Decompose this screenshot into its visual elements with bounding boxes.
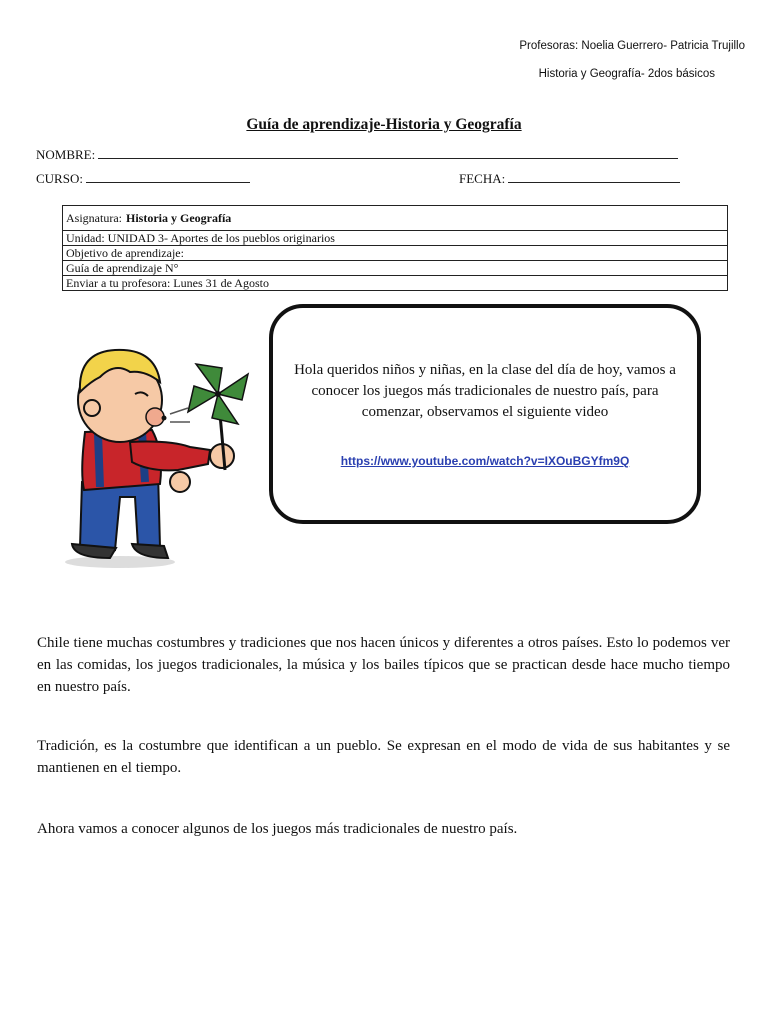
unit-cell: Unidad: UNIDAD 3- Aportes de los pueblos originarios (63, 231, 728, 246)
video-link[interactable]: https://www.youtube.com/watch?v=IXOuBGYfm9Q (340, 454, 630, 468)
subject-grade-header: Historia y Geografía- 2dos básicos (538, 68, 715, 80)
name-field[interactable] (36, 147, 678, 163)
paragraph-traditions: Chile tiene muchas costumbres y tradiciones que nos hacen únicos y diferentes a otros países. Esto lo podemos ver en las comidas, los juegos tradicionales, la música y los bailes típicos que se practican desde hace mucho tiempo en nuestro país. (37, 635, 730, 695)
boy-with-pinwheel-illustration (60, 322, 260, 572)
course-blank-line[interactable] (86, 171, 250, 183)
name-label: NOMBRE: (36, 147, 96, 162)
guide-number-cell: Guía de aprendizaje N° (63, 261, 728, 276)
table-row (63, 261, 728, 276)
table-row (63, 231, 728, 246)
date-label: FECHA: (459, 171, 506, 186)
date-blank-line[interactable] (508, 171, 680, 183)
date-field[interactable] (459, 171, 680, 187)
paragraph-tradition-definition: Tradición, es la costumbre que identifican a un pueblo. Se expresan en el modo de vida de sus habitantes y se mantienen en el tiempo. (37, 738, 730, 776)
send-date-cell: Enviar a tu profesora: Lunes 31 de Agosto (63, 276, 728, 291)
objective-cell: Objetivo de aprendizaje: (63, 246, 728, 261)
speech-bubble (269, 304, 701, 524)
table-row (63, 246, 728, 261)
table-row (63, 206, 728, 231)
bubble-message: Hola queridos niños y niñas, en la clase del día de hoy, vamos a conocer los juegos más tradicionales de nuestro país, para comenzar, observamos el siguiente video (294, 362, 676, 420)
teachers-header: Profesoras: Noelia Guerrero- Patricia Trujillo (519, 40, 745, 52)
course-field[interactable] (36, 171, 250, 187)
subject-value: Historia y Geografía (126, 211, 232, 225)
info-table (62, 205, 728, 291)
table-row (63, 276, 728, 291)
document-title: Guía de aprendizaje-Historia y Geografía (246, 116, 522, 133)
subject-cell (63, 206, 728, 231)
subject-label: Asignatura: (66, 211, 122, 225)
course-label: CURSO: (36, 171, 83, 186)
name-blank-line[interactable] (98, 147, 678, 159)
paragraph-intro-games: Ahora vamos a conocer algunos de los juegos más tradicionales de nuestro país. (37, 821, 518, 837)
